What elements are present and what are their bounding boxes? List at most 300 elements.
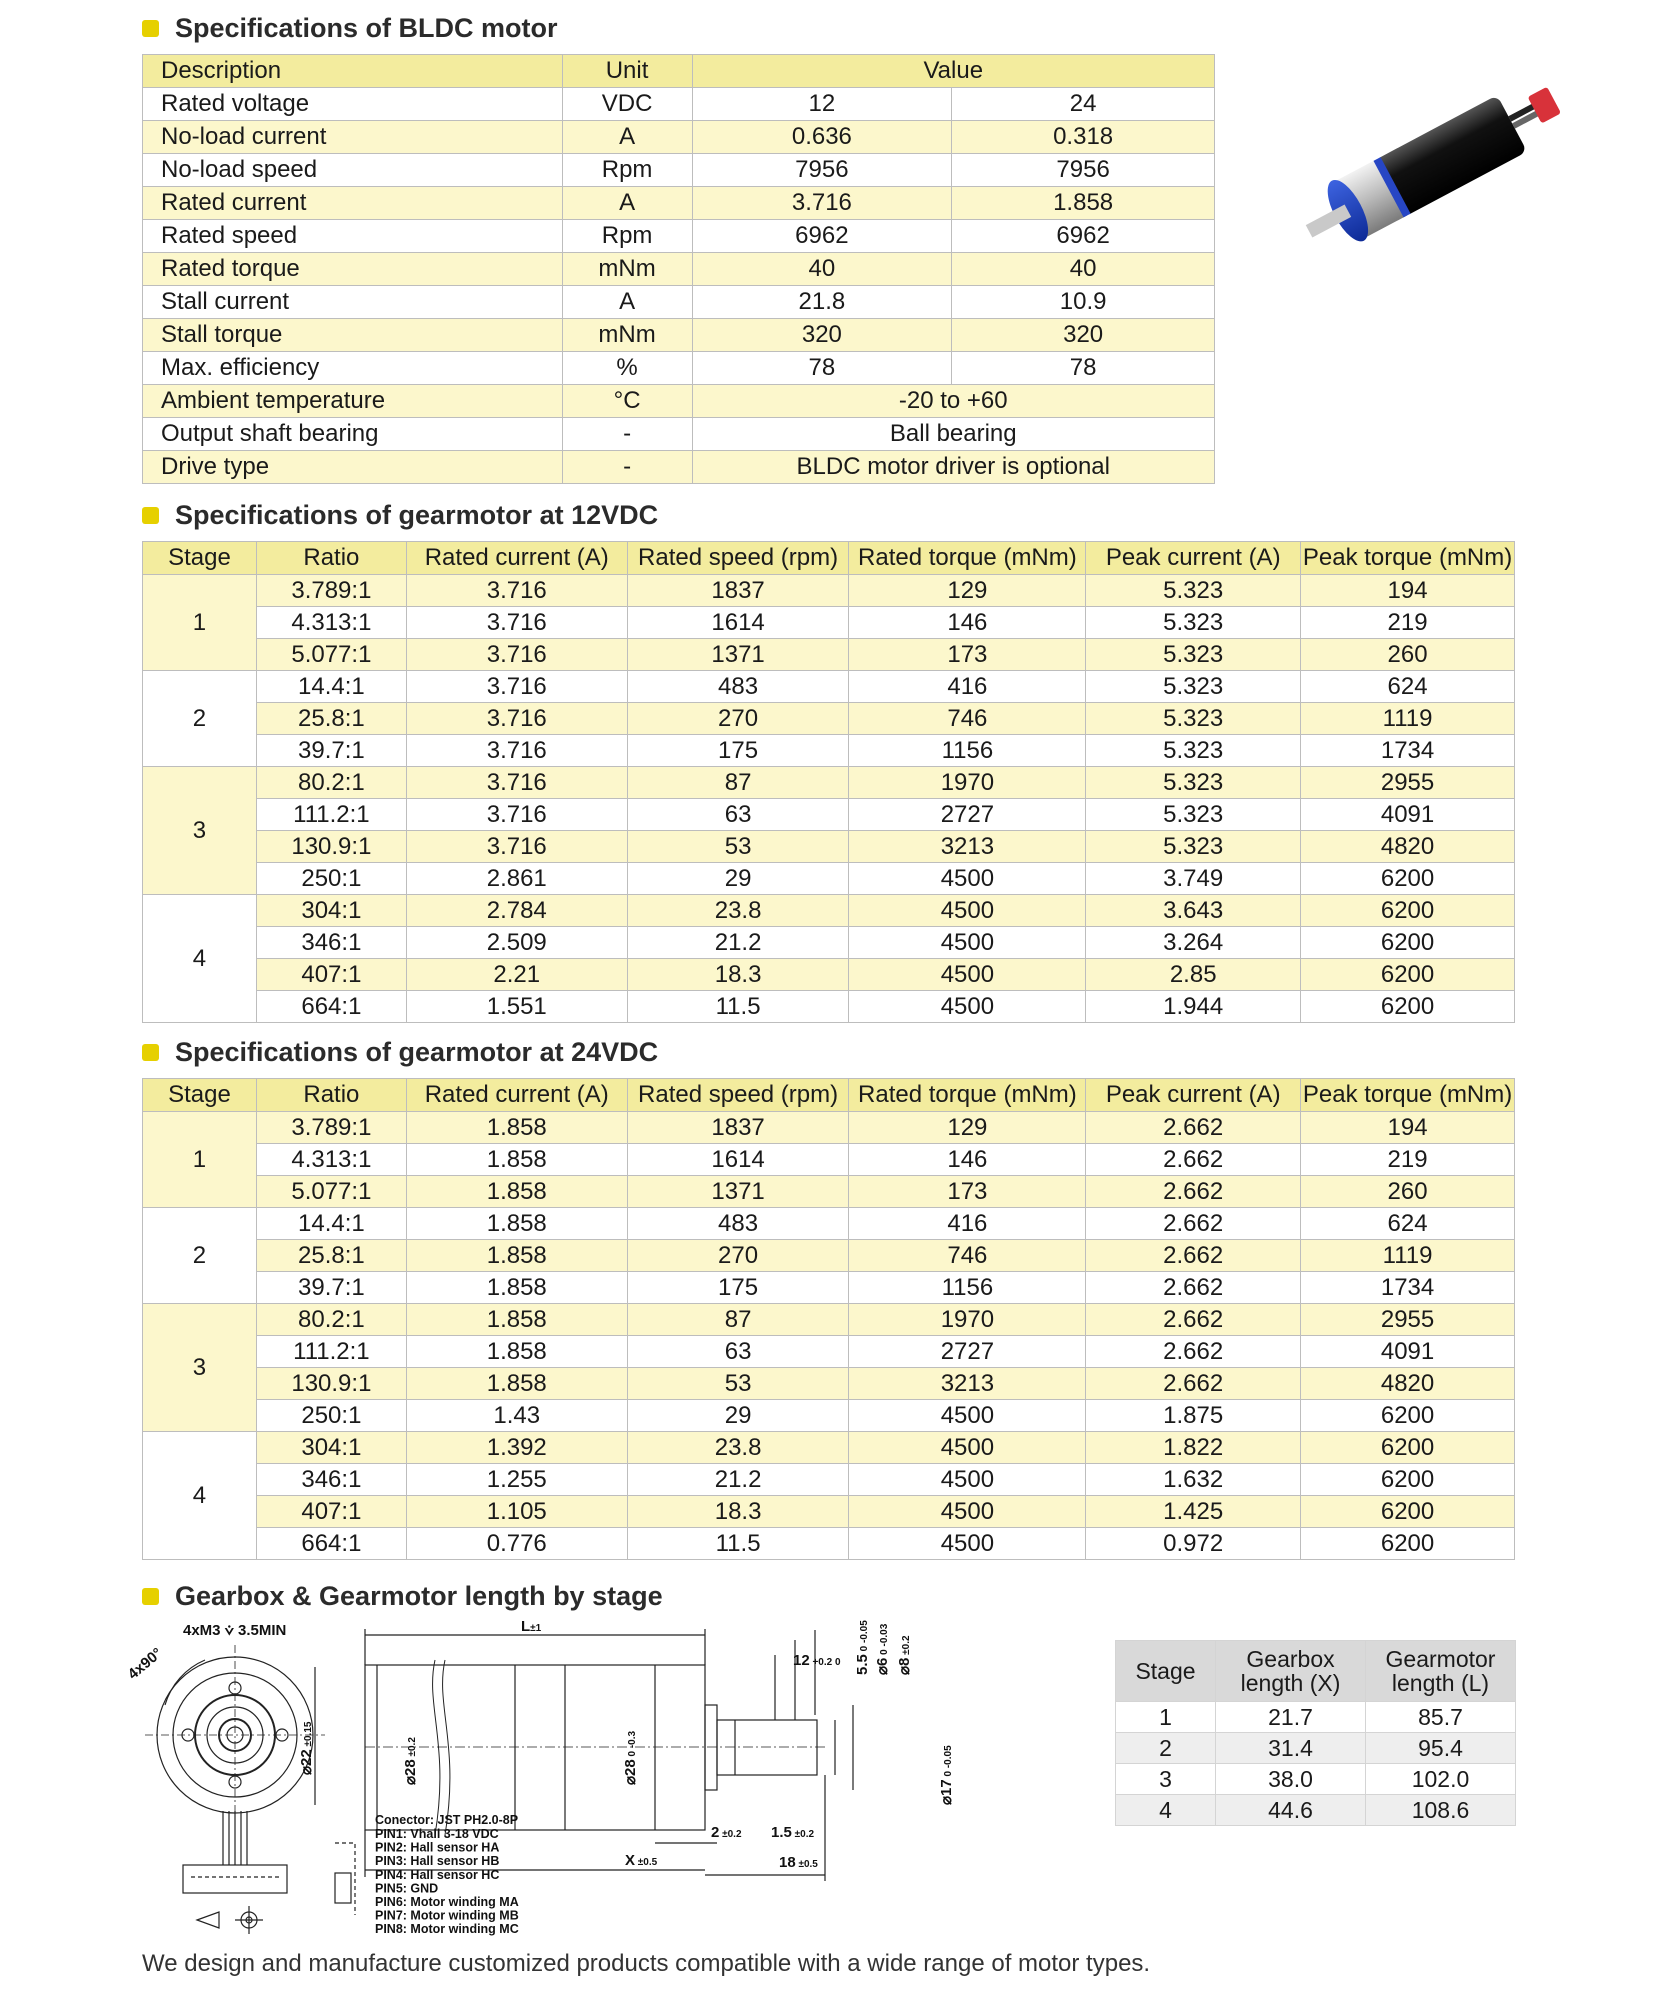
data-cell: 4	[1116, 1795, 1216, 1826]
spec-description: Drive type	[143, 451, 563, 484]
data-cell: 1.858	[406, 1112, 627, 1144]
data-cell: 5.323	[1086, 607, 1301, 639]
data-cell: 3.716	[406, 639, 627, 671]
connector-label: Conector: JST PH2.0-8P	[375, 1813, 519, 1827]
data-cell: 14.4:1	[256, 671, 406, 703]
dim-mount-label: 4xM3 ⩒ 3.5MIN	[183, 1622, 287, 1639]
column-header: Peak current (A)	[1086, 1079, 1301, 1112]
data-cell: 1.858	[406, 1144, 627, 1176]
table-row	[143, 639, 1515, 671]
section-title-text: Specifications of BLDC motor	[175, 13, 558, 43]
table-row	[143, 1528, 1515, 1560]
spec-description: No-load speed	[143, 154, 563, 187]
table-row	[143, 863, 1515, 895]
column-header: Rated speed (rpm)	[627, 542, 849, 575]
data-cell: 219	[1301, 607, 1515, 639]
data-cell: 260	[1301, 1176, 1515, 1208]
data-cell: 2.662	[1086, 1240, 1301, 1272]
section-bullet-icon	[142, 507, 159, 524]
data-cell: 23.8	[627, 1432, 849, 1464]
data-cell: 746	[849, 1240, 1086, 1272]
stage-cell: 4	[143, 895, 257, 1023]
data-cell: 5.323	[1086, 735, 1301, 767]
data-cell: 6200	[1301, 863, 1515, 895]
spec-unit: mNm	[562, 319, 692, 352]
data-cell: 4500	[849, 1400, 1086, 1432]
column-header: Gearmotor length (L)	[1366, 1641, 1516, 1702]
data-cell: 108.6	[1366, 1795, 1516, 1826]
data-cell: 1614	[627, 1144, 849, 1176]
spec-value-24v: 40	[952, 253, 1215, 286]
data-cell: 4500	[849, 927, 1086, 959]
spec-unit: -	[562, 451, 692, 484]
data-cell: 1837	[627, 575, 849, 607]
table-row	[143, 735, 1515, 767]
data-cell: 1.43	[406, 1400, 627, 1432]
data-cell: 2955	[1301, 767, 1515, 799]
gearmotor-12v-table	[142, 541, 1515, 1023]
data-cell: 25.8:1	[256, 1240, 406, 1272]
data-cell: 53	[627, 1368, 849, 1400]
table-row	[1116, 1702, 1516, 1733]
data-cell: 111.2:1	[256, 1336, 406, 1368]
spec-value-24v: 320	[952, 319, 1215, 352]
data-cell: 53	[627, 831, 849, 863]
data-cell: 95.4	[1366, 1733, 1516, 1764]
dim-pcd-label: ⌀22 ±0.15	[298, 1721, 315, 1775]
data-cell: 29	[627, 1400, 849, 1432]
section-title-length	[142, 1581, 663, 1612]
data-cell: 11.5	[627, 991, 849, 1023]
data-cell: 129	[849, 1112, 1086, 1144]
data-cell: 85.7	[1366, 1702, 1516, 1733]
header-description: Description	[143, 55, 563, 88]
pin-label: PIN7: Motor winding MB	[375, 1908, 519, 1923]
data-cell: 87	[627, 1304, 849, 1336]
data-cell: 1.858	[406, 1272, 627, 1304]
data-cell: 4500	[849, 895, 1086, 927]
table-row	[143, 1112, 1515, 1144]
data-cell: 1.392	[406, 1432, 627, 1464]
table-row	[143, 385, 1215, 418]
pin-label: PIN2: Hall sensor HA	[375, 1840, 500, 1855]
dim-angle-label: 4x90°	[124, 1644, 166, 1684]
data-cell: 1734	[1301, 735, 1515, 767]
spec-value-24v: 7956	[952, 154, 1215, 187]
spec-unit: A	[562, 121, 692, 154]
spec-description: Stall current	[143, 286, 563, 319]
data-cell: 4091	[1301, 1336, 1515, 1368]
bldc-spec-table	[142, 54, 1215, 484]
table-row	[143, 575, 1515, 607]
data-cell: 3213	[849, 1368, 1086, 1400]
data-cell: 175	[627, 1272, 849, 1304]
data-cell: 1	[1116, 1702, 1216, 1733]
data-cell: 80.2:1	[256, 1304, 406, 1336]
data-cell: 1371	[627, 639, 849, 671]
table-row	[143, 88, 1215, 121]
spec-value-12v: 78	[692, 352, 952, 385]
dim-d17-label: ⌀17 0 -0.05	[938, 1745, 955, 1805]
length-by-stage-table	[1115, 1640, 1516, 1826]
data-cell: 4.313:1	[256, 607, 406, 639]
data-cell: 4500	[849, 1432, 1086, 1464]
table-row	[143, 187, 1215, 220]
data-cell: 2.85	[1086, 959, 1301, 991]
stage-cell: 1	[143, 575, 257, 671]
table-row	[143, 991, 1515, 1023]
table-row	[143, 451, 1215, 484]
data-cell: 3213	[849, 831, 1086, 863]
dim-2-label: 2 ±0.2	[711, 1824, 742, 1841]
table-row	[143, 1240, 1515, 1272]
data-cell: 483	[627, 671, 849, 703]
data-cell: 5.323	[1086, 575, 1301, 607]
data-cell: 146	[849, 607, 1086, 639]
data-cell: 5.323	[1086, 831, 1301, 863]
gearmotor-24v-table	[142, 1078, 1515, 1560]
data-cell: 3.749	[1086, 863, 1301, 895]
data-cell: 1119	[1301, 703, 1515, 735]
data-cell: 1.875	[1086, 1400, 1301, 1432]
stage-cell: 3	[143, 767, 257, 895]
data-cell: 111.2:1	[256, 799, 406, 831]
spec-unit: %	[562, 352, 692, 385]
stage-cell: 1	[143, 1112, 257, 1208]
table-row	[143, 1304, 1515, 1336]
data-cell: 6200	[1301, 1528, 1515, 1560]
dim-flat-label: 5.5 0 -0.05	[854, 1620, 871, 1675]
data-cell: 39.7:1	[256, 1272, 406, 1304]
pin-label: PIN6: Motor winding MA	[375, 1895, 519, 1909]
data-cell: 746	[849, 703, 1086, 735]
data-cell: 146	[849, 1144, 1086, 1176]
column-header: Ratio	[256, 1079, 406, 1112]
spec-description: Rated torque	[143, 253, 563, 286]
dim-x-label: X ±0.5	[625, 1852, 658, 1869]
spec-unit: A	[562, 286, 692, 319]
table-row	[143, 319, 1215, 352]
data-cell: 23.8	[627, 895, 849, 927]
data-cell: 194	[1301, 1112, 1515, 1144]
data-cell: 4.313:1	[256, 1144, 406, 1176]
data-cell: 1156	[849, 1272, 1086, 1304]
table-row	[143, 1272, 1515, 1304]
table-row	[1116, 1795, 1516, 1826]
spec-unit: VDC	[562, 88, 692, 121]
spec-value: Ball bearing	[692, 418, 1214, 451]
table-row	[143, 927, 1515, 959]
data-cell: 3.643	[1086, 895, 1301, 927]
data-cell: 2.861	[406, 863, 627, 895]
data-cell: 130.9:1	[256, 1368, 406, 1400]
section-title-text: Gearbox & Gearmotor length by stage	[175, 1581, 663, 1611]
data-cell: 18.3	[627, 1496, 849, 1528]
data-cell: 1119	[1301, 1240, 1515, 1272]
data-cell: 5.323	[1086, 799, 1301, 831]
data-cell: 2.662	[1086, 1176, 1301, 1208]
data-cell: 2.21	[406, 959, 627, 991]
spec-value-24v: 0.318	[952, 121, 1215, 154]
spec-description: Rated voltage	[143, 88, 563, 121]
column-header: Rated torque (mNm)	[849, 542, 1086, 575]
table-row	[1116, 1641, 1516, 1702]
data-cell: 2955	[1301, 1304, 1515, 1336]
data-cell: 4500	[849, 1464, 1086, 1496]
data-cell: 5.077:1	[256, 1176, 406, 1208]
data-cell: 260	[1301, 639, 1515, 671]
table-row	[143, 703, 1515, 735]
spec-value-12v: 0.636	[692, 121, 952, 154]
spec-description: Stall torque	[143, 319, 563, 352]
column-header: Peak torque (mNm)	[1301, 542, 1515, 575]
data-cell: 102.0	[1366, 1764, 1516, 1795]
bldc-motor-image	[1255, 55, 1575, 275]
section-title-text: Specifications of gearmotor at 12VDC	[175, 500, 659, 530]
pin-label: PIN8: Motor winding MC	[375, 1922, 519, 1937]
data-cell: 407:1	[256, 959, 406, 991]
data-cell: 80.2:1	[256, 767, 406, 799]
column-header: Gearbox length (X)	[1216, 1641, 1366, 1702]
stage-cell: 4	[143, 1432, 257, 1560]
data-cell: 6200	[1301, 927, 1515, 959]
section-title-text: Specifications of gearmotor at 24VDC	[175, 1037, 659, 1067]
data-cell: 38.0	[1216, 1764, 1366, 1795]
data-cell: 2727	[849, 799, 1086, 831]
table-row	[143, 607, 1515, 639]
data-cell: 3.716	[406, 575, 627, 607]
data-cell: 5.323	[1086, 767, 1301, 799]
table-row	[1116, 1764, 1516, 1795]
spec-description: Rated current	[143, 187, 563, 220]
column-header: Peak torque (mNm)	[1301, 1079, 1515, 1112]
section-bullet-icon	[142, 1588, 159, 1605]
section-title-gm12	[142, 500, 658, 531]
data-cell: 173	[849, 639, 1086, 671]
table-row	[143, 121, 1215, 154]
spec-value-24v: 10.9	[952, 286, 1215, 319]
spec-unit: -	[562, 418, 692, 451]
data-cell: 4500	[849, 1496, 1086, 1528]
table-row	[143, 895, 1515, 927]
data-cell: 175	[627, 735, 849, 767]
data-cell: 1970	[849, 1304, 1086, 1336]
data-cell: 346:1	[256, 1464, 406, 1496]
pin-list	[375, 1827, 519, 1936]
table-row	[143, 1400, 1515, 1432]
table-row	[143, 1496, 1515, 1528]
column-header: Stage	[143, 1079, 257, 1112]
data-cell: 1.944	[1086, 991, 1301, 1023]
data-cell: 1.551	[406, 991, 627, 1023]
data-cell: 6200	[1301, 1464, 1515, 1496]
spec-description: Rated speed	[143, 220, 563, 253]
data-cell: 2.662	[1086, 1368, 1301, 1400]
data-cell: 3.716	[406, 767, 627, 799]
spec-description: Ambient temperature	[143, 385, 563, 418]
data-cell: 250:1	[256, 863, 406, 895]
data-cell: 3	[1116, 1764, 1216, 1795]
data-cell: 304:1	[256, 1432, 406, 1464]
pin-label: PIN4: Hall sensor HC	[375, 1867, 500, 1882]
data-cell: 4500	[849, 1528, 1086, 1560]
pin-label: PIN3: Hall sensor HB	[375, 1854, 500, 1869]
data-cell: 1.822	[1086, 1432, 1301, 1464]
data-cell: 270	[627, 1240, 849, 1272]
data-cell: 2.662	[1086, 1304, 1301, 1336]
data-cell: 194	[1301, 575, 1515, 607]
data-cell: 1.255	[406, 1464, 627, 1496]
data-cell: 39.7:1	[256, 735, 406, 767]
dim-d28b-label: ⌀28 0 -0.3	[622, 1730, 639, 1785]
spec-value-24v: 78	[952, 352, 1215, 385]
data-cell: 2.662	[1086, 1272, 1301, 1304]
spec-value-24v: 1.858	[952, 187, 1215, 220]
data-cell: 5.323	[1086, 703, 1301, 735]
spec-value-12v: 7956	[692, 154, 952, 187]
data-cell: 14.4:1	[256, 1208, 406, 1240]
data-cell: 2	[1116, 1733, 1216, 1764]
table-row	[143, 253, 1215, 286]
spec-description: No-load current	[143, 121, 563, 154]
data-cell: 2.509	[406, 927, 627, 959]
header-unit: Unit	[562, 55, 692, 88]
data-cell: 1837	[627, 1112, 849, 1144]
data-cell: 31.4	[1216, 1733, 1366, 1764]
data-cell: 21.2	[627, 927, 849, 959]
dim-d6-label: ⌀6 0 -0.03	[874, 1623, 891, 1675]
spec-value-12v: 21.8	[692, 286, 952, 319]
front-view	[145, 1645, 325, 1934]
column-header: Peak current (A)	[1086, 542, 1301, 575]
spec-value-12v: 320	[692, 319, 952, 352]
data-cell: 63	[627, 1336, 849, 1368]
data-cell: 2.784	[406, 895, 627, 927]
data-cell: 25.8:1	[256, 703, 406, 735]
gearmotor-dimension-drawing	[124, 1615, 975, 1945]
stage-cell: 3	[143, 1304, 257, 1432]
table-row	[143, 55, 1215, 88]
data-cell: 3.716	[406, 607, 627, 639]
table-row	[143, 286, 1215, 319]
data-cell: 18.3	[627, 959, 849, 991]
column-header: Rated torque (mNm)	[849, 1079, 1086, 1112]
column-header: Rated speed (rpm)	[627, 1079, 849, 1112]
spec-description: Output shaft bearing	[143, 418, 563, 451]
dim-15-label: 1.5 ±0.2	[771, 1824, 815, 1841]
dim-d28a-label: ⌀28 ±0.2	[402, 1737, 419, 1785]
dim-shaft-label: 12 +0.2 0	[793, 1652, 841, 1669]
data-cell: 44.6	[1216, 1795, 1366, 1826]
pin-label: PIN1: Vhall 3-18 VDC	[375, 1827, 499, 1841]
column-header: Rated current (A)	[406, 1079, 627, 1112]
spec-unit: °C	[562, 385, 692, 418]
data-cell: 624	[1301, 671, 1515, 703]
footer-note: We design and manufacture customized products compatible with a wide range of motor types.	[142, 1950, 1151, 1977]
data-cell: 2.662	[1086, 1336, 1301, 1368]
table-row	[143, 542, 1515, 575]
data-cell: 664:1	[256, 1528, 406, 1560]
data-cell: 173	[849, 1176, 1086, 1208]
data-cell: 1.632	[1086, 1464, 1301, 1496]
data-cell: 1371	[627, 1176, 849, 1208]
table-row	[143, 799, 1515, 831]
section-title-gm24	[142, 1037, 658, 1068]
data-cell: 3.716	[406, 671, 627, 703]
data-cell: 5.323	[1086, 639, 1301, 671]
data-cell: 6200	[1301, 895, 1515, 927]
table-row	[143, 352, 1215, 385]
data-cell: 21.7	[1216, 1702, 1366, 1733]
spec-value-12v: 12	[692, 88, 952, 121]
data-cell: 416	[849, 671, 1086, 703]
spec-value: BLDC motor driver is optional	[692, 451, 1214, 484]
data-cell: 2727	[849, 1336, 1086, 1368]
table-row	[143, 1208, 1515, 1240]
table-row	[143, 154, 1215, 187]
table-row	[143, 220, 1215, 253]
data-cell: 29	[627, 863, 849, 895]
data-cell: 4500	[849, 991, 1086, 1023]
table-row	[143, 1368, 1515, 1400]
data-cell: 1.858	[406, 1176, 627, 1208]
data-cell: 63	[627, 799, 849, 831]
data-cell: 4820	[1301, 831, 1515, 863]
data-cell: 1614	[627, 607, 849, 639]
data-cell: 407:1	[256, 1496, 406, 1528]
spec-unit: Rpm	[562, 220, 692, 253]
spec-unit: A	[562, 187, 692, 220]
data-cell: 6200	[1301, 1400, 1515, 1432]
data-cell: 416	[849, 1208, 1086, 1240]
data-cell: 3.264	[1086, 927, 1301, 959]
data-cell: 129	[849, 575, 1086, 607]
data-cell: 483	[627, 1208, 849, 1240]
data-cell: 1970	[849, 767, 1086, 799]
table-row	[143, 959, 1515, 991]
table-row	[143, 1336, 1515, 1368]
spec-value: -20 to +60	[692, 385, 1214, 418]
data-cell: 11.5	[627, 1528, 849, 1560]
table-row	[143, 831, 1515, 863]
data-cell: 3.789:1	[256, 575, 406, 607]
table-row	[143, 1432, 1515, 1464]
spec-value-12v: 40	[692, 253, 952, 286]
dim-18-label: 18 ±0.5	[779, 1854, 818, 1871]
data-cell: 3.716	[406, 799, 627, 831]
spec-value-24v: 24	[952, 88, 1215, 121]
data-cell: 3.716	[406, 703, 627, 735]
data-cell: 1.425	[1086, 1496, 1301, 1528]
table-row	[1116, 1733, 1516, 1764]
data-cell: 664:1	[256, 991, 406, 1023]
table-row	[143, 671, 1515, 703]
column-header: Stage	[1116, 1641, 1216, 1702]
data-cell: 6200	[1301, 1432, 1515, 1464]
dim-d8-label: ⌀8 ±0.2	[896, 1635, 913, 1675]
data-cell: 1.858	[406, 1336, 627, 1368]
data-cell: 6200	[1301, 1496, 1515, 1528]
data-cell: 3.789:1	[256, 1112, 406, 1144]
data-cell: 0.776	[406, 1528, 627, 1560]
data-cell: 5.077:1	[256, 639, 406, 671]
table-row	[143, 1144, 1515, 1176]
data-cell: 1.858	[406, 1304, 627, 1336]
data-cell: 1156	[849, 735, 1086, 767]
spec-description: Max. efficiency	[143, 352, 563, 385]
data-cell: 4500	[849, 959, 1086, 991]
data-cell: 270	[627, 703, 849, 735]
